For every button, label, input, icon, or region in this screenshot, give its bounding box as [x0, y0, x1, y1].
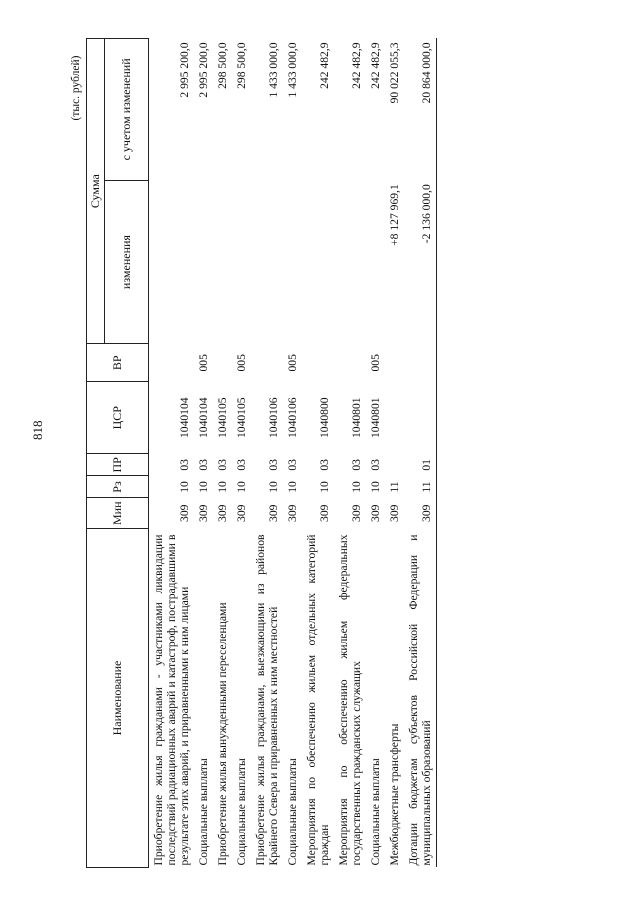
row-changes	[251, 180, 283, 344]
row-with-changes: 90 022 055,3	[388, 42, 401, 104]
row-name: Социальные выплаты	[286, 758, 299, 866]
row-min: 309	[369, 504, 382, 522]
header-rz: Рз	[87, 476, 149, 498]
table-row	[283, 39, 302, 868]
row-csr	[385, 382, 404, 454]
row-min: 309	[388, 504, 401, 522]
row-rz: 10	[318, 481, 331, 493]
row-csr: 1040800	[318, 397, 331, 439]
row-vr	[213, 344, 232, 382]
row-with-changes: 298 500,0	[216, 42, 229, 89]
row-pr	[385, 454, 404, 476]
row-changes	[283, 180, 302, 344]
row-pr: 01	[404, 454, 437, 476]
row-changes	[194, 180, 213, 344]
table-row	[334, 39, 366, 868]
row-name: Приобретение жилья вынужденными переселенцами	[216, 602, 229, 866]
row-csr: 1040801	[369, 397, 382, 439]
row-rz: 10	[350, 481, 363, 493]
row-with-changes: 242 482,9	[369, 42, 382, 89]
row-vr	[251, 344, 283, 382]
rotated-document-page	[70, 38, 600, 868]
row-with-changes: 1 433 000,0	[286, 42, 299, 98]
row-vr: 005	[197, 354, 210, 372]
header-pr: ПР	[87, 454, 149, 476]
page-number: 818	[30, 420, 45, 440]
row-pr: 03	[235, 459, 248, 471]
row-name: Социальные выплаты	[197, 758, 210, 866]
row-min: 309	[404, 498, 437, 529]
row-changes	[366, 180, 385, 344]
row-min: 309	[286, 504, 299, 522]
row-vr: 005	[286, 354, 299, 372]
row-changes: -2 136 000,0	[404, 180, 437, 344]
row-vr	[385, 344, 404, 382]
row-rz: 10	[369, 481, 382, 493]
row-with-changes: 2 995 200,0	[178, 42, 191, 98]
header-name: Наименование	[87, 529, 149, 868]
row-name: Социальные выплаты	[235, 758, 248, 866]
row-with-changes: 1 433 000,0	[267, 42, 280, 98]
row-csr: 1040104	[178, 397, 191, 439]
row-pr: 03	[216, 459, 229, 471]
row-with-changes: 2 995 200,0	[197, 42, 210, 98]
row-vr	[149, 344, 195, 382]
row-rz: 10	[216, 481, 229, 493]
unit-note: (тыс. рублей)	[70, 55, 82, 121]
header-min: Мин	[87, 498, 149, 529]
row-pr: 03	[178, 459, 191, 471]
row-name: Межбюджетные трансферты	[388, 723, 401, 866]
row-rz: 10	[286, 481, 299, 493]
row-vr: 005	[235, 354, 248, 372]
row-rz: 10	[197, 481, 210, 493]
header-sum-group: Сумма	[87, 39, 105, 344]
row-rz: 11	[404, 476, 437, 498]
row-changes	[232, 180, 251, 344]
budget-table	[86, 38, 437, 868]
row-pr: 03	[267, 459, 280, 471]
row-changes	[149, 180, 195, 344]
row-with-changes: 20 864 000,0	[404, 39, 437, 181]
table-row	[366, 39, 385, 868]
row-changes	[334, 180, 366, 344]
header-changes: изменения	[105, 180, 149, 344]
row-rz: 10	[178, 481, 191, 493]
row-vr: 005	[369, 354, 382, 372]
row-pr: 03	[350, 459, 363, 471]
table-row	[149, 39, 195, 868]
row-name: Приобретение жилья гражданами, выезжающими из районов Крайнего Севера и приравненных к ним местностей	[254, 534, 280, 866]
row-vr	[404, 344, 437, 382]
table-row	[194, 39, 213, 868]
row-min: 309	[318, 504, 331, 522]
table-row	[232, 39, 251, 868]
row-changes	[213, 180, 232, 344]
table-row	[404, 39, 437, 868]
header-vr: ВР	[87, 344, 149, 382]
header-with-changes: с учетом изменений	[105, 39, 149, 181]
row-name: Мероприятия по обеспечению жильем федеральных государственных гражданских служащих	[337, 534, 363, 866]
row-with-changes: 298 500,0	[235, 42, 248, 89]
row-min: 309	[267, 504, 280, 522]
row-pr: 03	[318, 459, 331, 471]
row-min: 309	[216, 504, 229, 522]
row-changes: +8 127 969,1	[388, 184, 401, 246]
header-csr: ЦСР	[87, 382, 149, 454]
row-vr	[302, 344, 334, 382]
row-pr: 03	[286, 459, 299, 471]
row-min: 309	[350, 504, 363, 522]
row-with-changes: 242 482,9	[350, 42, 363, 89]
table-row	[302, 39, 334, 868]
row-name: Мероприятия по обеспечению жильем отдельных категорий граждан	[305, 534, 331, 866]
row-rz: 11	[388, 481, 401, 493]
table-row	[385, 39, 404, 868]
row-with-changes: 242 482,9	[318, 42, 331, 89]
table-row	[213, 39, 232, 868]
row-min: 309	[178, 504, 191, 522]
row-pr: 03	[369, 459, 382, 471]
row-pr: 03	[197, 459, 210, 471]
table-body	[149, 39, 437, 868]
row-csr: 1040104	[197, 397, 210, 439]
row-changes	[302, 180, 334, 344]
row-csr: 1040106	[267, 397, 280, 439]
row-csr: 1040105	[235, 397, 248, 439]
table-row	[251, 39, 283, 868]
row-name: Социальные выплаты	[369, 758, 382, 866]
row-name: Дотации бюджетам субъектов Российской Федерации и муниципальных образований	[404, 529, 437, 868]
row-min: 309	[197, 504, 210, 522]
row-vr	[334, 344, 366, 382]
row-csr: 1040106	[286, 397, 299, 439]
row-rz: 10	[267, 481, 280, 493]
row-csr: 1040105	[216, 397, 229, 439]
row-csr: 1040801	[350, 397, 363, 439]
row-min: 309	[235, 504, 248, 522]
row-csr	[404, 382, 437, 454]
row-rz: 10	[235, 481, 248, 493]
row-name: Приобретение жилья гражданами - участниками ликвидации последствий радиационных аварий и катастроф, пострадавшими в результате этих аварий, и приравненными к ним лицами	[152, 534, 191, 866]
table-header	[87, 39, 149, 868]
